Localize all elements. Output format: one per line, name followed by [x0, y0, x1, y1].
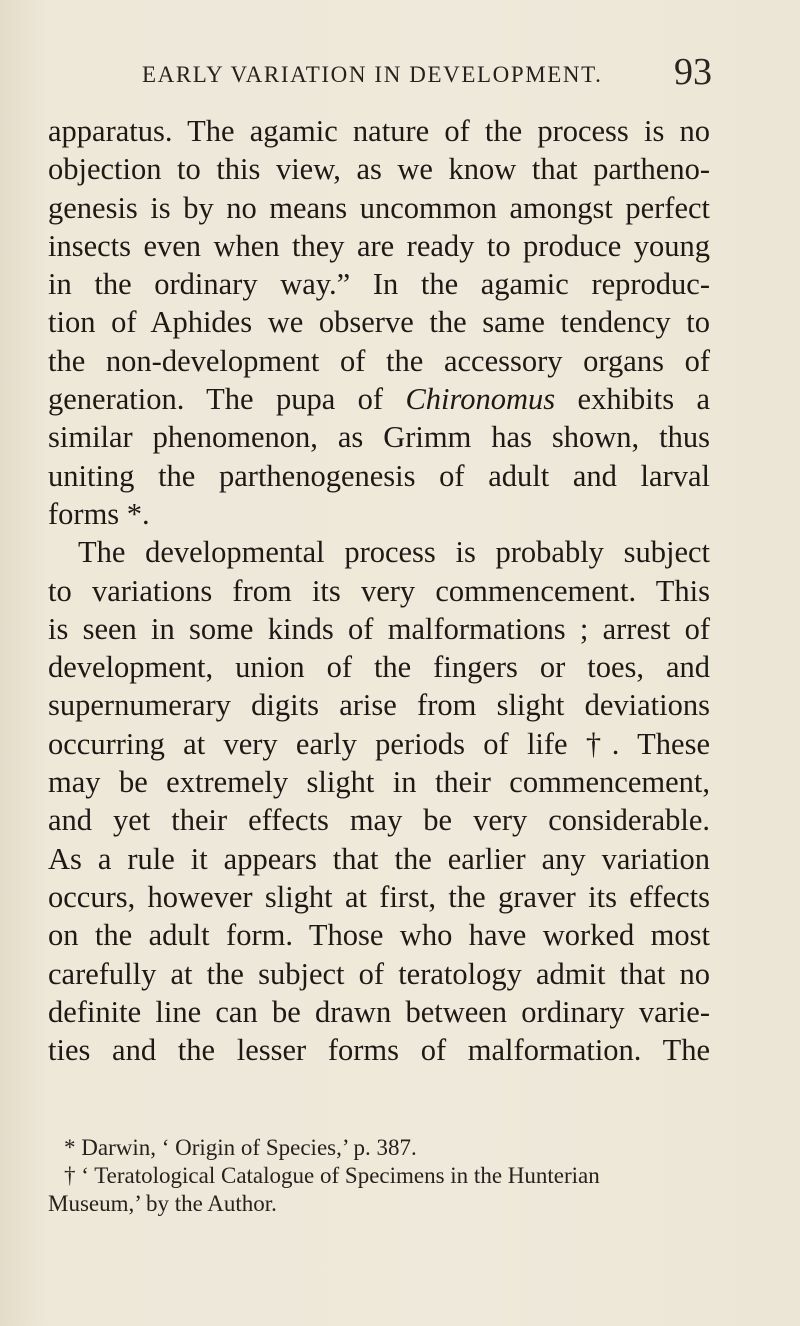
footnote: * Darwin, ‘ Origin of Species,’ p. 387.	[64, 1135, 417, 1160]
text-line: insects even when they are ready to produce young	[48, 228, 710, 263]
text-line: may be extremely slight in their commencement,	[48, 765, 710, 800]
text-line: tion of Aphides we observe the same tendency to	[48, 305, 710, 340]
text-segment: generation. The pupa of	[48, 382, 384, 417]
page-number: 93	[674, 51, 712, 93]
text-line: As a rule it appears that the earlier any variation	[48, 841, 710, 876]
text-line: occurs, however slight at first, the graver its effects	[48, 879, 710, 914]
text-line: on the adult form. Those who have worked most	[48, 918, 710, 953]
text-line: objection to this view, as we know that partheno-	[48, 152, 710, 187]
text-line: to variations from its very commencement. This	[48, 573, 710, 608]
running-head: EARLY VARIATION IN DEVELOPMENT.	[142, 62, 603, 87]
body-text	[48, 112, 710, 1069]
text-line: similar phenomenon, as Grimm has shown, thus	[48, 420, 710, 455]
text-line: forms *.	[48, 496, 150, 531]
text-line: ties and the lesser forms of malformation. The	[48, 1033, 710, 1068]
species-name: Chironomus	[405, 382, 556, 417]
text-line: genesis is by no means uncommon amongst perfect	[48, 190, 710, 225]
text-line: is seen in some kinds of malformations ; arrest of	[48, 611, 710, 646]
footnote: † ‘ Teratological Catalogue of Specimens in the Hunterian	[64, 1163, 600, 1188]
footnotes	[48, 1134, 710, 1218]
text-segment: exhibits a	[577, 382, 711, 417]
text-line-italic-term	[48, 380, 710, 418]
text-line: development, union of the fingers or toes, and	[48, 650, 710, 685]
footnote-continuation: Museum,’ by the Author.	[48, 1191, 277, 1216]
text-line: supernumerary digits arise from slight deviations	[48, 688, 710, 723]
text-line: occurring at very early periods of life †. These	[48, 726, 710, 761]
text-line: in the ordinary way.” In the agamic reproduc-	[48, 267, 710, 302]
text-line: apparatus. The agamic nature of the process is no	[48, 114, 710, 148]
text-line: carefully at the subject of teratology admit that no	[48, 956, 710, 991]
paragraph-start-line: The developmental process is probably subject	[78, 535, 710, 570]
text-line: uniting the parthenogenesis of adult and larval	[48, 458, 710, 493]
text-line: definite line can be drawn between ordinary varie-	[48, 994, 710, 1029]
text-line: the non-development of the accessory organs of	[48, 343, 710, 378]
text-line: and yet their effects may be very considerable.	[48, 803, 710, 838]
page-header	[142, 51, 712, 96]
